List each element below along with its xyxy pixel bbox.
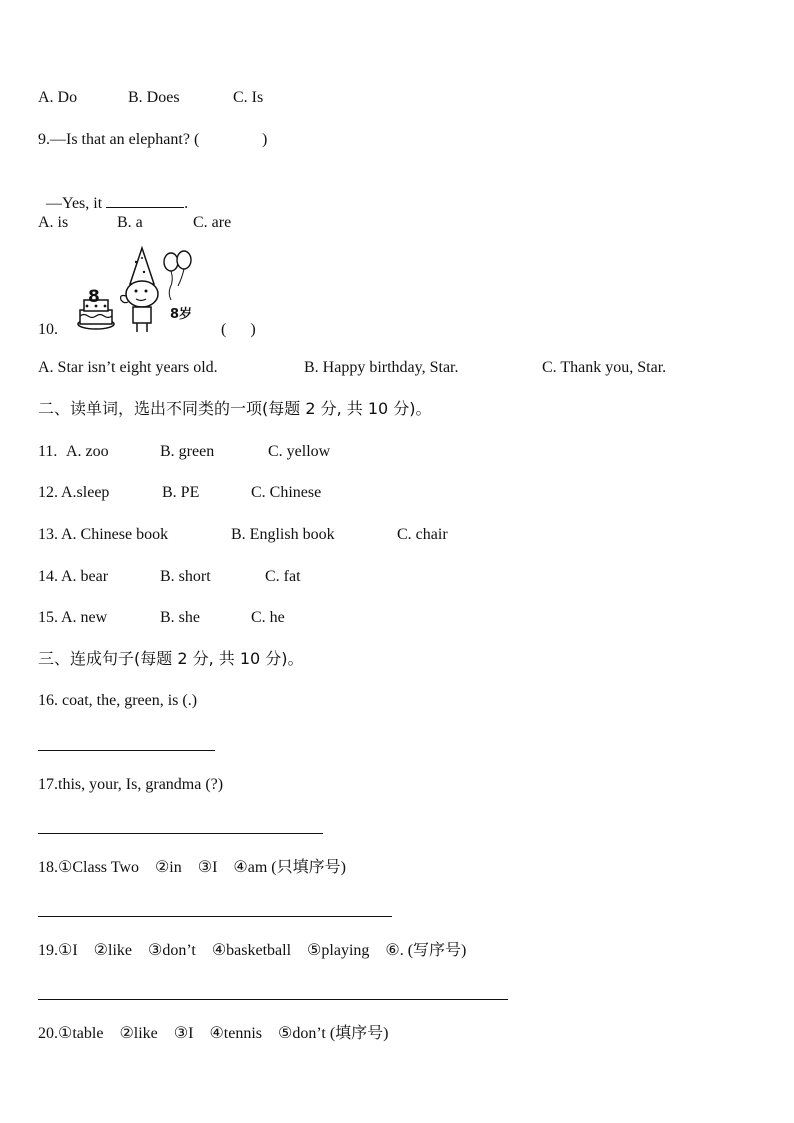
q20-text: 20.①table ②like ③I ④tennis ⑤don’t (填序号) [38, 1025, 389, 1042]
age-label: 8岁 [170, 307, 193, 322]
q11-option-b: B. green [160, 443, 215, 460]
q15-number: 15. [38, 609, 58, 626]
section3-title: 三、连成句子(每题 2 分, 共 10 分)。 [38, 649, 304, 668]
section2-title: 二、读单词，选出不同类的一项(每题 2 分, 共 10 分)。 [38, 399, 432, 418]
q16-answer-line [38, 750, 215, 751]
q12-number: 12. [38, 484, 58, 501]
q13-option-c: C. chair [397, 526, 448, 543]
q13-number: 13. [38, 526, 58, 543]
q8-option-a: A. Do [38, 89, 78, 106]
q16-text: 16. coat, the, green, is (.) [38, 692, 198, 709]
q19-answer-line [38, 999, 508, 1000]
q9-option-b: B. a [117, 214, 143, 231]
q9-answer-blank [106, 191, 184, 208]
q10-option-b: B. Happy birthday, Star. [304, 359, 459, 376]
q11-option-a: A. zoo [66, 443, 109, 460]
birthday-cake-boy-drawing [72, 244, 202, 336]
q8-option-b: B. Does [128, 89, 180, 106]
q9-answer-prefix: —Yes, it [46, 195, 103, 212]
q15-option-b: B. she [160, 609, 200, 626]
q14-number: 14. [38, 568, 58, 585]
q14-option-b: B. short [160, 568, 211, 585]
q9-option-c: C. are [193, 214, 232, 231]
q9-option-a: A. is [38, 214, 69, 231]
q14-option-c: C. fat [265, 568, 301, 585]
q8-option-c: C. Is [233, 89, 264, 106]
cake-number: 8 [88, 287, 100, 307]
q10-option-a: A. Star isn’t eight years old. [38, 359, 218, 376]
q12-option-a: A.sleep [61, 484, 110, 501]
q14-option-a: A. bear [61, 568, 109, 585]
q18-text: 18.①Class Two ②in ③I ④am (只填序号) [38, 859, 346, 876]
q15-option-c: C. he [251, 609, 285, 626]
q9-answer-suffix: . [184, 195, 189, 212]
q10-number: 10. [38, 321, 58, 338]
q10-option-c: C. Thank you, Star. [542, 359, 667, 376]
q17-text: 17.this, your, Is, grandma (?) [38, 776, 224, 793]
q9-paren-close: ) [262, 131, 268, 148]
birthday-illustration [72, 244, 202, 341]
q9-answer-line [38, 171, 188, 214]
q12-option-b: B. PE [162, 484, 200, 501]
q9-question: 9.—Is that an elephant? ( [38, 131, 200, 148]
q19-text: 19.①I ②like ③don’t ④basketball ⑤playing ⑥. (写序号) [38, 942, 467, 959]
q11-number: 11. [38, 443, 58, 460]
q17-answer-line [38, 833, 323, 834]
q10-answer-paren: ( ) [221, 321, 256, 338]
q15-option-a: A. new [61, 609, 108, 626]
q12-option-c: C. Chinese [251, 484, 322, 501]
q13-option-a: A. Chinese book [61, 526, 169, 543]
q18-answer-line [38, 916, 392, 917]
q13-option-b: B. English book [231, 526, 335, 543]
q11-option-c: C. yellow [268, 443, 331, 460]
